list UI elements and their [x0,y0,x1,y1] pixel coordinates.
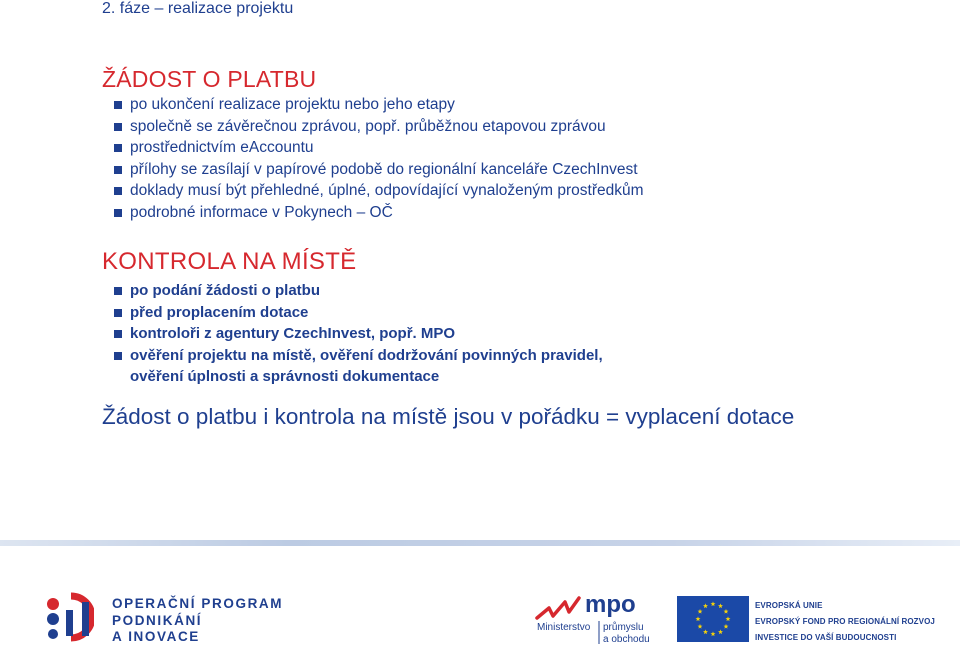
list-item: před proplacením dotace [114,302,603,324]
mpo-logo [535,590,655,646]
list-item: po podání žádosti o platbu [114,280,603,302]
list-item: kontroloři z agentury CzechInvest, popř. MPO [114,323,603,345]
list-item-continuation: ověření úplnosti a správnosti dokumentace [130,368,440,386]
square-bullet-icon [114,209,122,217]
phase-heading: 2. fáze – realizace projektu [102,0,294,17]
square-bullet-icon [114,352,122,360]
program-name: OPERAČNÍ PROGRAM PODNIKÁNÍ A INOVACE [112,596,284,644]
payment-request-list [114,94,644,224]
svg-text:Ministerstvo: Ministerstvo [537,622,591,633]
list-item: po ukončení realizace projektu nebo jeho etapy [114,94,644,116]
svg-text:mpo: mpo [585,591,636,618]
on-site-check-list [114,280,603,388]
square-bullet-icon [114,330,122,338]
square-bullet-icon [114,144,122,152]
section-title-payment-request: ŽÁDOST O PLATBU [102,66,317,92]
eu-fund-text: EVROPSKÁ UNIE EVROPSKÝ FOND PRO REGIONÁLNÍ ROZVOJ INVESTICE DO VAŠÍ BUDOUCNOSTI [755,601,935,642]
list-item: společně se závěrečnou zprávou, popř. průběžnou etapovou zprávou [114,116,644,138]
divider-band [0,540,960,546]
section-title-on-site-check: KONTROLA NA MÍSTĚ [102,248,357,275]
summary-statement: Žádost o platbu i kontrola na místě jsou v pořádku = vyplacení dotace [102,404,795,429]
svg-text:průmyslu: průmyslu [603,622,644,633]
square-bullet-icon [114,287,122,295]
eu-flag-icon [677,596,749,642]
square-bullet-icon [114,187,122,195]
list-item: prostřednictvím eAccountu [114,137,644,159]
list-item: ověření projektu na místě, ověření dodržování povinných pravidel, [114,345,603,367]
svg-text:a obchodu: a obchodu [603,634,650,645]
list-item: doklady musí být přehledné, úplné, odpovídající vynaloženým prostředkům [114,180,644,202]
list-item: přílohy se zasílají v papírové podobě do regionální kanceláře CzechInvest [114,159,644,181]
square-bullet-icon [114,309,122,317]
square-bullet-icon [114,101,122,109]
list-item: podrobné informace v Pokynech – OČ [114,202,644,224]
square-bullet-icon [114,123,122,131]
square-bullet-icon [114,166,122,174]
oppi-logo-icon [44,592,94,642]
